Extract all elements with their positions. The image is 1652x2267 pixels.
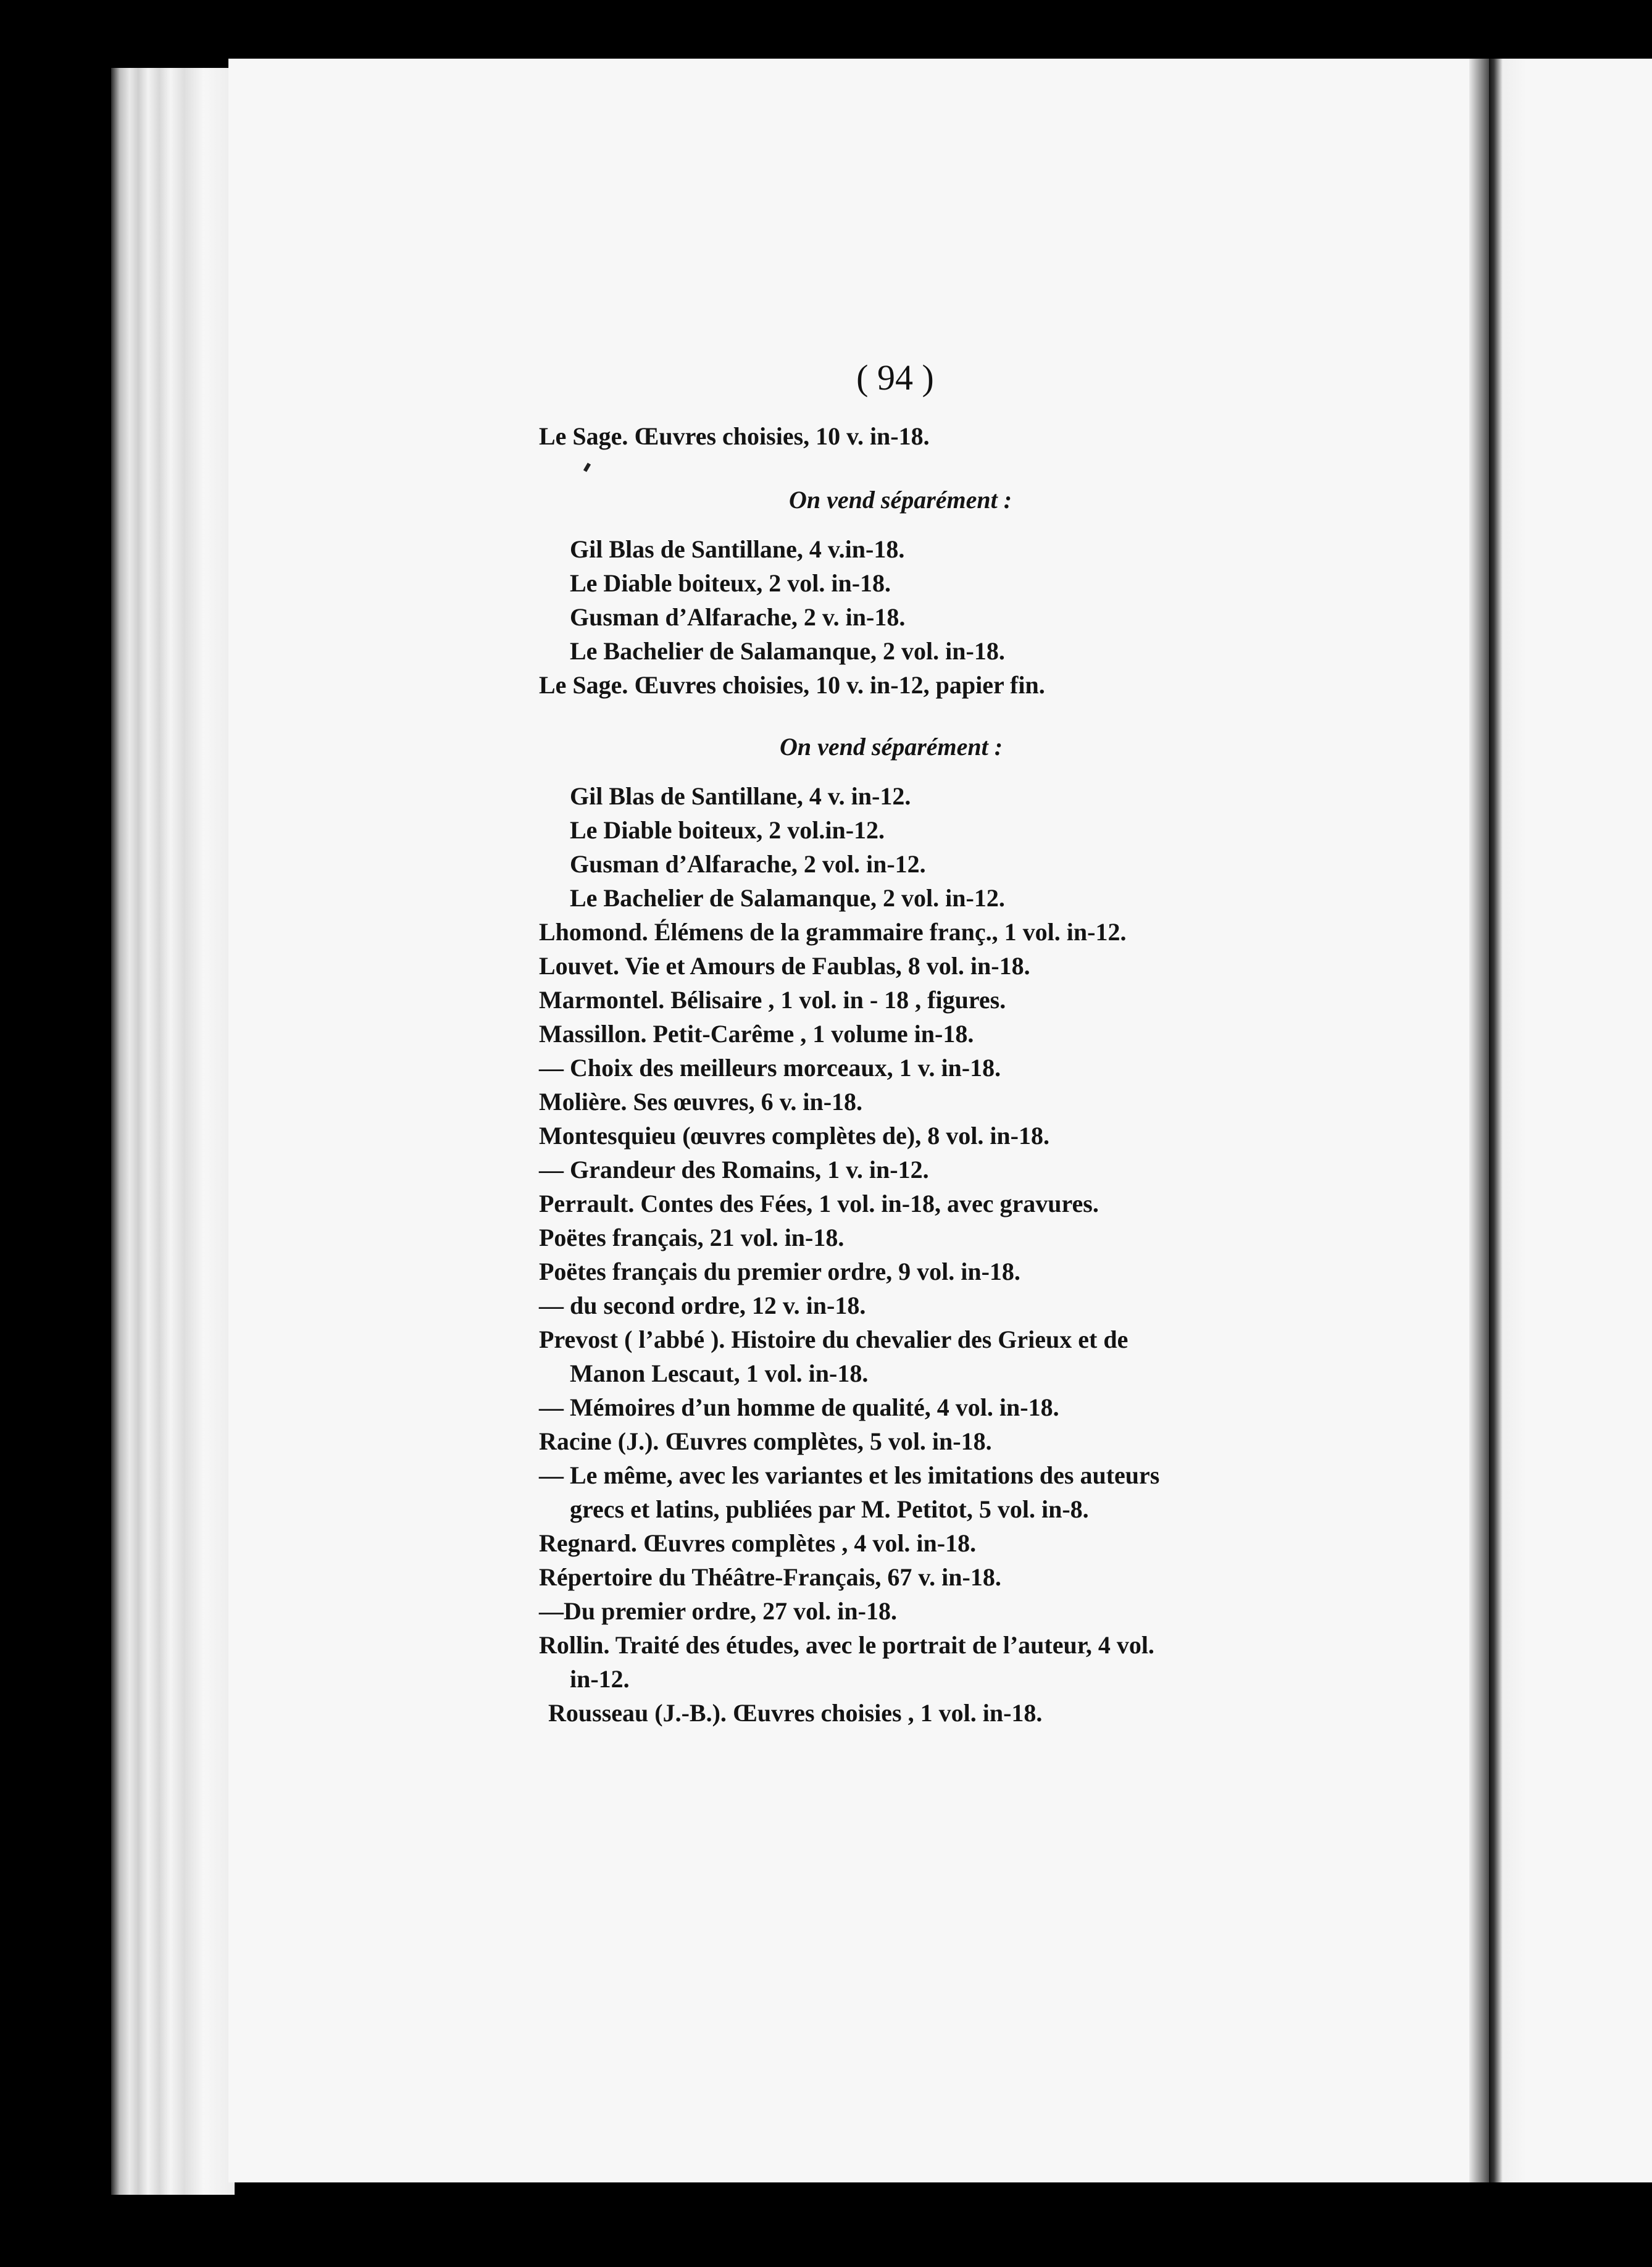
page-edges xyxy=(111,68,235,2195)
catalogue-line: Poëtes français du premier ordre, 9 vol. in-18. xyxy=(539,1258,1020,1285)
catalogue-line: Rollin. Traité des études, avec le portrait de l’auteur, 4 vol. xyxy=(539,1631,1154,1659)
catalogue-line: Racine (J.). Œuvres complètes, 5 vol. in-18. xyxy=(539,1427,992,1455)
catalogue-line: Prevost ( l’abbé ). Histoire du chevalier des Grieux et de xyxy=(539,1326,1128,1353)
catalogue-line: Le Diable boiteux, 2 vol.in-12. xyxy=(570,816,885,844)
catalogue-line: Le Diable boiteux, 2 vol. in-18. xyxy=(570,569,891,597)
catalogue-line: — Mémoires d’un homme de qualité, 4 vol. in-18. xyxy=(539,1393,1059,1421)
catalogue-line: Montesquieu (œuvres complètes de), 8 vol. in-18. xyxy=(539,1122,1049,1150)
catalogue-line: Massillon. Petit-Carême , 1 volume in-18. xyxy=(539,1020,974,1048)
catalogue-line: Regnard. Œuvres complètes , 4 vol. in-18. xyxy=(539,1529,977,1557)
section-subheading: On vend séparément : xyxy=(780,733,1003,761)
section-subheading: On vend séparément : xyxy=(789,486,1012,514)
catalogue-line: Gusman d’Alfarache, 2 vol. in-12. xyxy=(570,850,926,878)
catalogue-line: Gil Blas de Santillane, 4 v.in-18. xyxy=(570,535,905,563)
catalogue-line: Marmontel. Bélisaire , 1 vol. in - 18 , figures. xyxy=(539,986,1006,1014)
catalogue-line: — Choix des meilleurs morceaux, 1 v. in-18. xyxy=(539,1054,1001,1082)
catalogue-line: Le Bachelier de Salamanque, 2 vol. in-18. xyxy=(570,637,1005,665)
catalogue-line: — du second ordre, 12 v. in-18. xyxy=(539,1292,866,1319)
page-number: ( 94 ) xyxy=(856,357,934,398)
catalogue-line: Louvet. Vie et Amours de Faublas, 8 vol. in-18. xyxy=(539,952,1030,980)
catalogue-line: Répertoire du Théâtre-Français, 67 v. in-18. xyxy=(539,1563,1001,1591)
catalogue-line: Manon Lescaut, 1 vol. in-18. xyxy=(570,1359,869,1387)
catalogue-line: Rousseau (J.-B.). Œuvres choisies , 1 vol. in-18. xyxy=(548,1699,1043,1727)
catalogue-line: Perrault. Contes des Fées, 1 vol. in-18, avec gravures. xyxy=(539,1190,1099,1217)
catalogue-line: — Le même, avec les variantes et les imitations des auteurs xyxy=(539,1461,1160,1489)
catalogue-line: Lhomond. Élémens de la grammaire franç., 1 vol. in-12. xyxy=(539,918,1127,946)
catalogue-line: Gusman d’Alfarache, 2 v. in-18. xyxy=(570,603,906,631)
catalogue-line: Molière. Ses œuvres, 6 v. in-18. xyxy=(539,1088,863,1116)
catalogue-line: Le Bachelier de Salamanque, 2 vol. in-12. xyxy=(570,884,1005,912)
facing-page-edge xyxy=(1489,59,1652,2182)
catalogue-line: — Grandeur des Romains, 1 v. in-12. xyxy=(539,1156,929,1184)
catalogue-line: grecs et latins, publiées par M. Petitot, 5 vol. in-8. xyxy=(570,1495,1089,1523)
catalogue-line: —Du premier ordre, 27 vol. in-18. xyxy=(539,1597,897,1625)
catalogue-line: in-12. xyxy=(570,1665,630,1693)
catalogue-line: Gil Blas de Santillane, 4 v. in-12. xyxy=(570,782,911,810)
catalogue-line: Le Sage. Œuvres choisies, 10 v. in-12, papier fin. xyxy=(539,671,1045,699)
catalogue-line: Le Sage. Œuvres choisies, 10 v. in-18. xyxy=(539,422,930,450)
catalogue-line: Poëtes français, 21 vol. in-18. xyxy=(539,1224,845,1251)
